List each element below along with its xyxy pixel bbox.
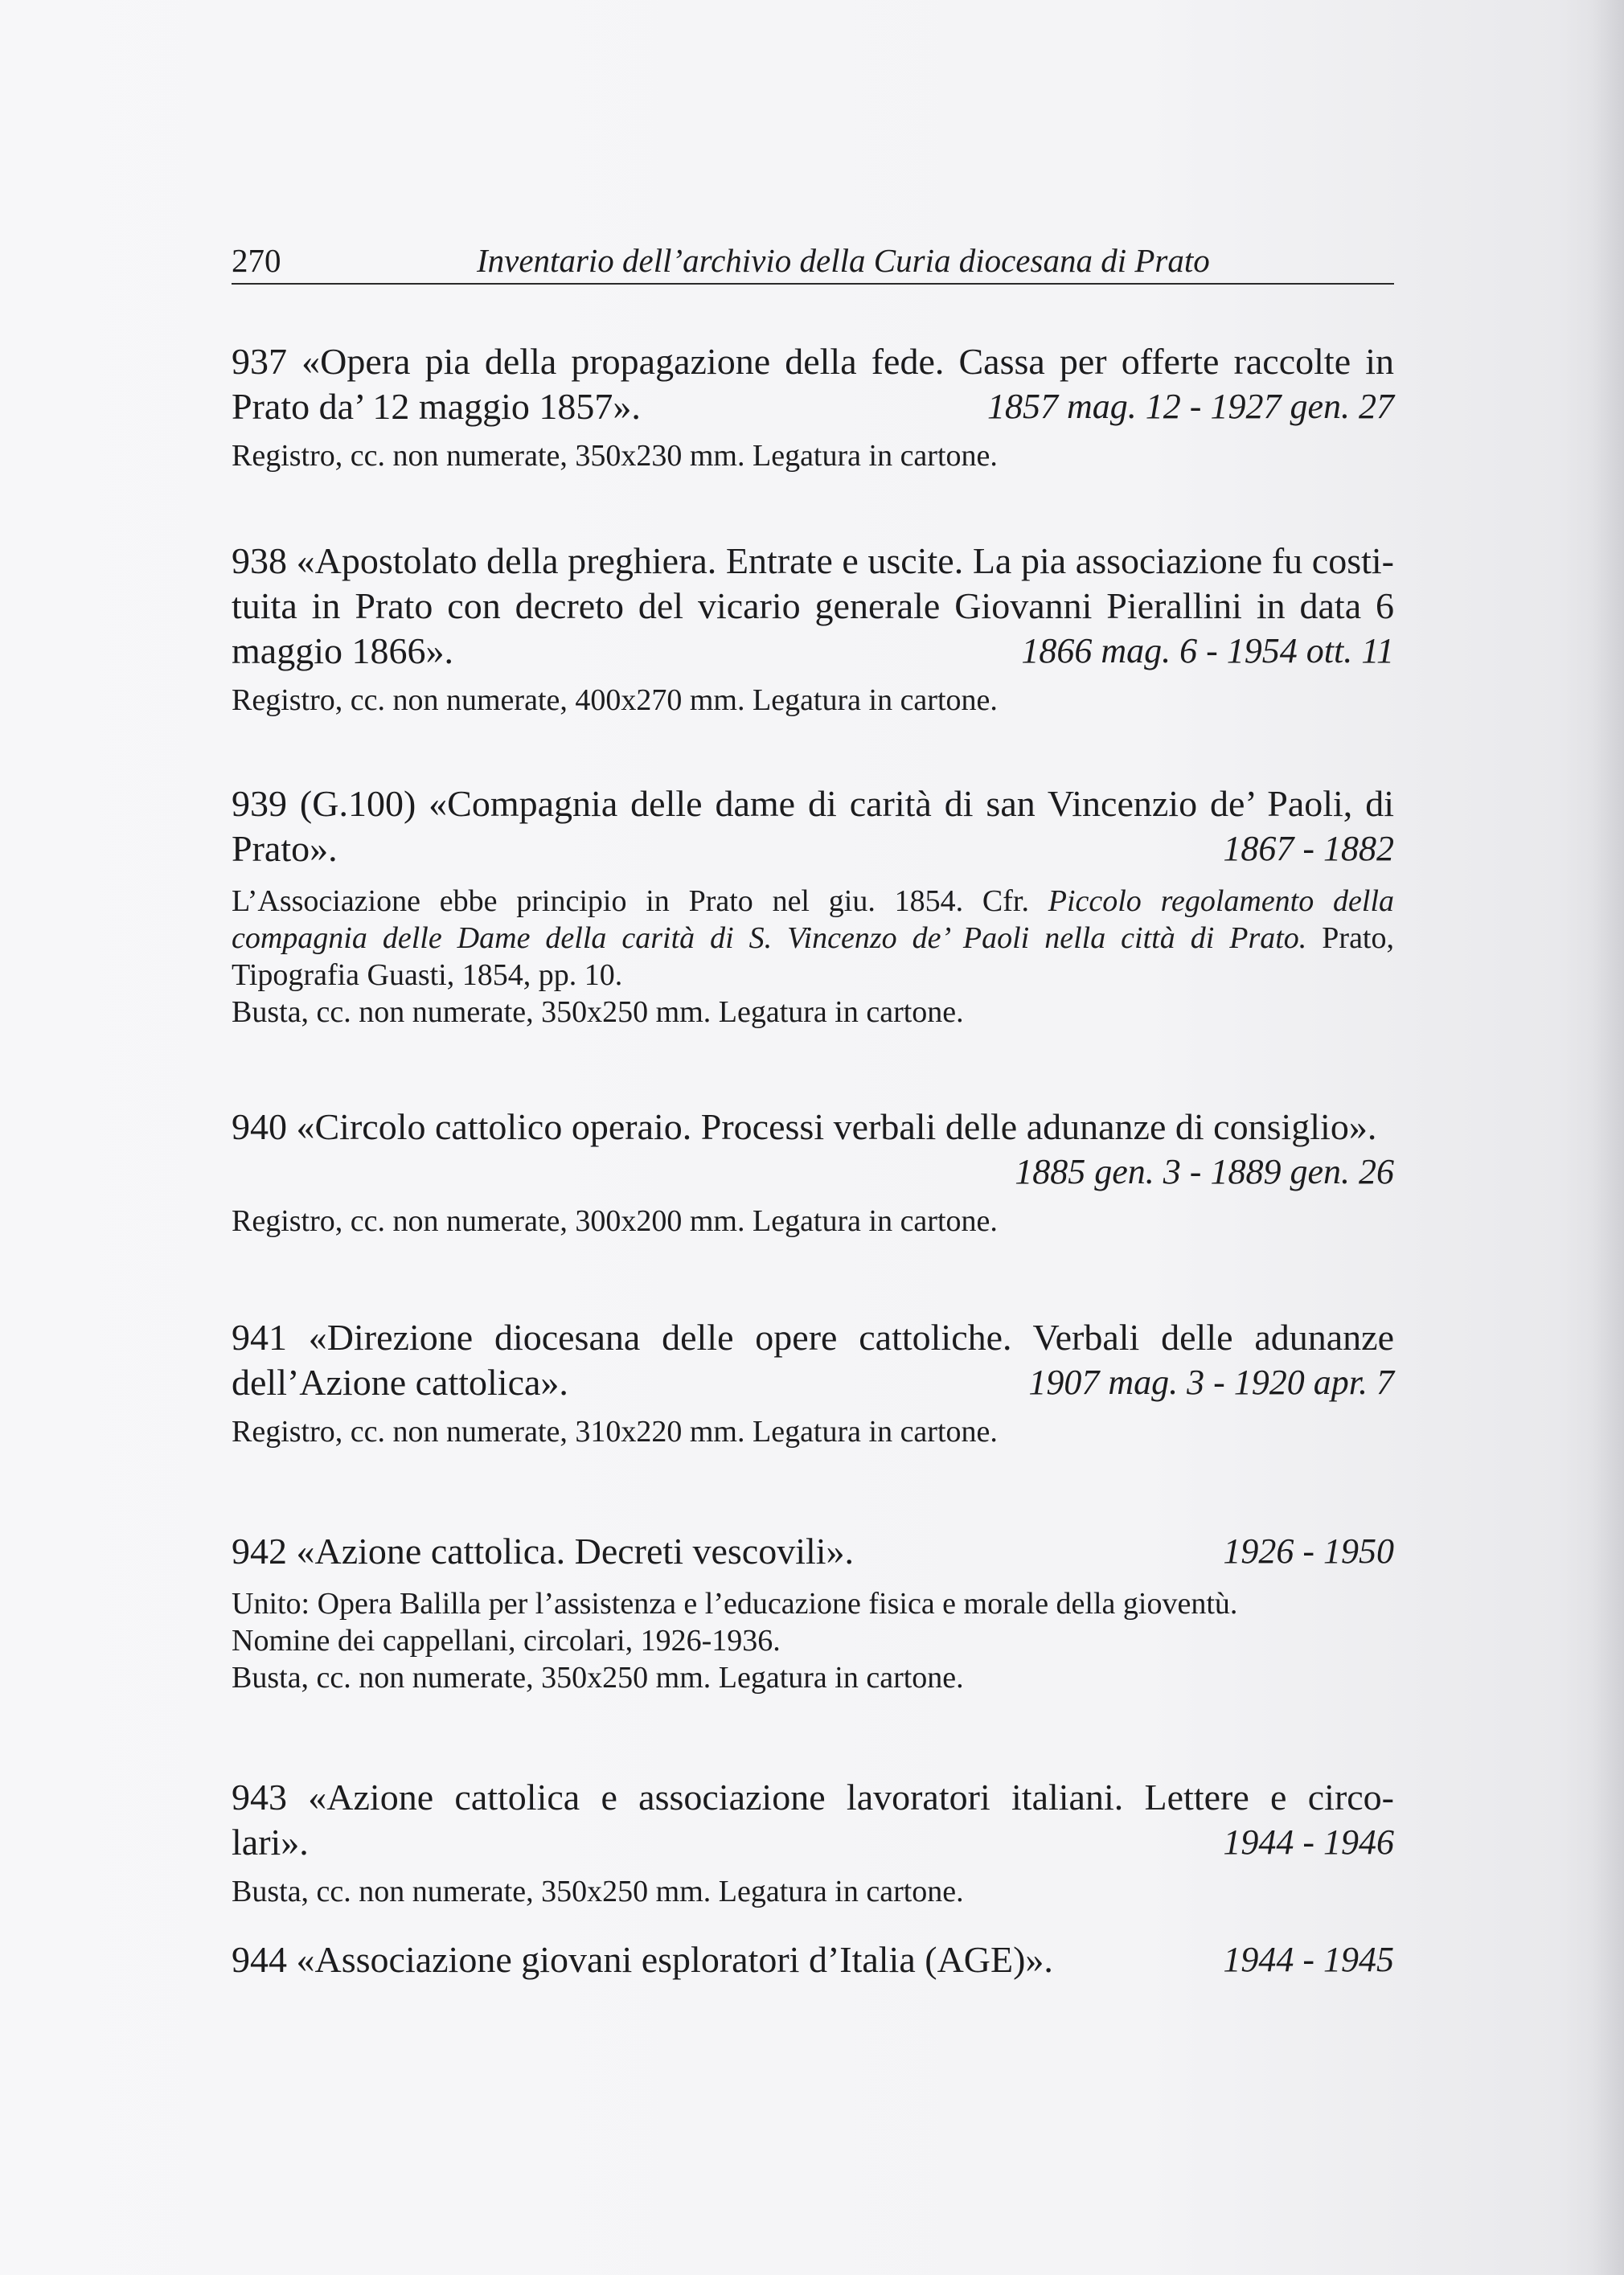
page-number: 270 bbox=[232, 242, 281, 279]
entry-date-range: 1944 - 1946 bbox=[1223, 1822, 1394, 1862]
running-title: Inventario dell’archivio della Curia diocesana di Prato bbox=[477, 242, 1210, 279]
note-text: Unito: Opera Balilla per l’assistenza e l’educazione fisica e morale della gioventù. bbox=[232, 1587, 1238, 1621]
entry-date-range: 1885 gen. 3 - 1889 gen. 26 bbox=[1015, 1152, 1394, 1191]
description-text: Registro, cc. non numerate, 310x220 mm. Legatura in cartone. bbox=[232, 1415, 998, 1449]
entry-date-range: 1907 mag. 3 - 1920 apr. 7 bbox=[1028, 1363, 1394, 1402]
entry-date-range: 1926 - 1950 bbox=[1223, 1531, 1394, 1571]
entry-title-line: 940 «Circolo cattolico operaio. Processi verbali delle adunanze di consiglio». bbox=[232, 1106, 1377, 1147]
entry-note bbox=[232, 883, 1394, 994]
description-text: Registro, cc. non numerate, 400x270 mm. Legatura in cartone. bbox=[232, 683, 998, 717]
entry-title-line: 939 (G.100) «Compagnia delle dame di carità di san Vincenzio de’ Paoli, di bbox=[232, 783, 1394, 824]
entry-942 bbox=[232, 1529, 1394, 1696]
entry-physical-description bbox=[232, 1873, 1394, 1910]
entry-physical-description bbox=[232, 994, 1394, 1031]
entry-940 bbox=[232, 1105, 1394, 1240]
entry-939 bbox=[232, 781, 1394, 1031]
entry-dateline bbox=[232, 1820, 1394, 1865]
description-text: Registro, cc. non numerate, 300x200 mm. Legatura in cartone. bbox=[232, 1204, 998, 1238]
entry-note bbox=[232, 1585, 1394, 1696]
entry-944 bbox=[232, 1937, 1394, 1982]
note-text: Nomine dei cappellani, circolari, 1926-1936. bbox=[232, 1624, 781, 1658]
entry-physical-description bbox=[232, 1203, 1394, 1240]
page-edge-shadow bbox=[1592, 0, 1624, 2275]
entry-dateline bbox=[232, 826, 1394, 871]
entry-dateline bbox=[232, 1150, 1394, 1195]
entry-941 bbox=[232, 1315, 1394, 1450]
entry-title-line: maggio 1866». bbox=[232, 630, 453, 671]
description-text: Busta, cc. non numerate, 350x250 mm. Legatura in cartone. bbox=[232, 1875, 964, 1908]
entry-date-range: 1866 mag. 6 - 1954 ott. 11 bbox=[1021, 631, 1394, 670]
entry-title-line: Prato da’ 12 maggio 1857». bbox=[232, 386, 641, 427]
description-text: Busta, cc. non numerate, 350x250 mm. Legatura in cartone. bbox=[232, 1661, 964, 1695]
entry-title-line: Prato». bbox=[232, 828, 338, 869]
entry-title-line: tuita in Prato con decreto del vicario generale Giovanni Pierallini in data 6 bbox=[232, 585, 1394, 626]
note-text: L’Associazione ebbe principio in Prato nel giu. 1854. Cfr. bbox=[232, 884, 1029, 918]
entry-dateline bbox=[232, 1529, 1394, 1574]
entry-date-range: 1867 - 1882 bbox=[1223, 829, 1394, 868]
entry-dateline bbox=[232, 1360, 1394, 1405]
entry-943 bbox=[232, 1775, 1394, 1910]
note-citation-title: Piccolo regolamento della compagnia delle Dame della carità di S. Vincenzo de’ Paoli nella città di Prato. bbox=[232, 884, 1395, 955]
entry-dateline bbox=[232, 629, 1394, 674]
entry-title-line: 938 «Apostolato della preghiera. Entrate e uscite. La pia associazione fu costi- bbox=[232, 540, 1394, 581]
entry-title-line: lari». bbox=[232, 1822, 309, 1863]
entry-date-range: 1857 mag. 12 - 1927 gen. 27 bbox=[987, 387, 1394, 426]
entry-physical-description bbox=[232, 682, 1394, 719]
entry-title-line: 942 «Azione cattolica. Decreti vescovili». bbox=[232, 1531, 855, 1572]
entry-938 bbox=[232, 539, 1394, 719]
entry-title-line: dell’Azione cattolica». bbox=[232, 1362, 568, 1403]
entry-title-line: 941 «Direzione diocesana delle opere cattoliche. Verbali delle adunanze bbox=[232, 1317, 1394, 1358]
description-text: Busta, cc. non numerate, 350x250 mm. Legatura in cartone. bbox=[232, 995, 964, 1029]
entry-date-range: 1944 - 1945 bbox=[1223, 1940, 1394, 1979]
entry-title-line: 937 «Opera pia della propagazione della fede. Cassa per offerte raccolte in bbox=[232, 341, 1394, 382]
entry-physical-description bbox=[232, 1413, 1394, 1450]
description-text: Registro, cc. non numerate, 350x230 mm. Legatura in cartone. bbox=[232, 439, 998, 473]
entry-title-line: 944 «Associazione giovani esploratori d’Italia (AGE)». bbox=[232, 1939, 1053, 1980]
entry-dateline bbox=[232, 1937, 1394, 1982]
entry-physical-description bbox=[232, 437, 1394, 474]
note-text: Prato, Tipografia Guasti, 1854, pp. 10. bbox=[232, 921, 1394, 992]
entry-dateline bbox=[232, 384, 1394, 429]
entry-title-line: 943 «Azione cattolica e associazione lavoratori italiani. Lettere e circo- bbox=[232, 1777, 1394, 1818]
running-header bbox=[232, 241, 1394, 285]
entry-937 bbox=[232, 339, 1394, 474]
